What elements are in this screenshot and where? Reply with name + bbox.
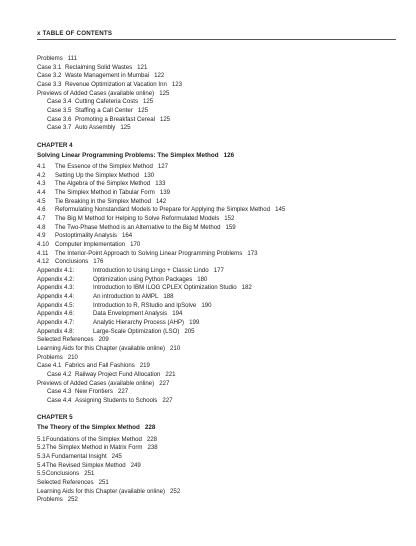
toc-entry-number: Appendix 4.4: [37,292,75,300]
toc-entry-page: 251 [98,478,109,486]
toc-entry-number: Case 3.2 [37,72,62,80]
toc-entry [37,163,392,172]
toc-entry-label: The Simplex Method in Tabular Form [55,189,155,197]
toc-entry-label: Assigning Students to Schools [75,396,158,404]
toc-entry-page: 194 [172,310,183,318]
toc-entry [37,198,392,207]
toc-entry-label: The Essence of the Simplex Method [55,163,153,171]
toc-entry [37,172,392,181]
toc-entry-number: Appendix 4.7: [37,318,75,326]
toc-entry [37,215,392,224]
toc-entry-number: 4.11 [37,249,49,257]
toc-entry-page: 209 [98,336,109,344]
toc-entry-page: 227 [162,396,173,404]
toc-entry [37,258,392,267]
toc-entry [37,250,392,259]
toc-entry [37,116,392,125]
toc-entry-number: 4.12 [37,258,49,266]
toc-entry-label: Postoptimality Analysis [55,232,117,240]
toc-entry [37,362,392,371]
toc-entry-number: Case 3.3 [37,80,62,88]
toc-entry [37,232,392,241]
toc-entry-number: Case 4.1 [37,362,62,370]
toc-entry-page: 182 [241,284,252,292]
toc-entry-number: 5.1 [37,435,46,443]
toc-entry-label: Optimization using Python Packages [93,275,193,283]
toc-entry [37,444,392,453]
toc-entry [37,354,392,363]
toc-entry-label: Problems [37,496,63,504]
toc-entry-number: Case 4.3 [47,388,72,396]
toc-entry-label: Previews of Added Cases (available online) [37,379,155,387]
toc-entry-number: 4.3 [37,180,46,188]
toc-entry-label: Computer Implementation [55,241,126,249]
toc-entry-page: 252 [170,487,181,495]
toc-entry-page: 145 [275,206,286,214]
toc-entry-label: Introduction to IBM ILOG CPLEX Optimization Studio [93,284,237,292]
toc-entry [37,267,392,276]
toc-entry [37,107,392,116]
toc-entry-page: 152 [224,215,235,223]
chapter-3-tail [37,55,392,133]
toc-entry [37,336,392,345]
toc-entry [37,328,392,337]
toc-entry-page: 251 [84,470,95,478]
toc-entry-label: Learning Aids for this Chapter (available online) [37,344,166,352]
toc-entry [37,72,392,81]
toc-entry-page: 123 [171,80,183,88]
toc-entry-label: Previews of Added Cases (available online) [37,89,155,97]
toc-entry-page: 173 [247,249,258,257]
toc-entry-label: Conclusions [46,470,80,478]
toc-entry [37,55,392,64]
toc-entry-page: 245 [111,453,122,460]
toc-entry-number: 4.7 [37,215,46,223]
toc-entry [37,397,392,406]
toc-entry-label: Cutting Cafeteria Costs [75,98,138,106]
toc-entry-label: Analytic Hierarchy Process (AHP) [93,318,185,326]
toc-entry-label: Selected References [37,336,94,344]
toc-entry-number: Appendix 4.6: [37,310,75,318]
running-head: x TABLE OF CONTENTS [37,30,113,37]
toc-entry-label: Introduction to Using Lingo + Classic Lindo [93,266,209,274]
toc-entry-label: Large-Scale Optimization (LSO) [93,327,180,335]
toc-entry-page: 125 [137,106,148,114]
toc-entry-page: 159 [225,223,236,231]
toc-entry [37,90,392,99]
toc-entry-number: Case 4.2 [47,370,72,378]
toc-entry-label: An introduction to AMPL [93,292,159,300]
toc-entry-label: The Two-Phase Method is an Alternative to the Big M Method [55,223,221,231]
toc-entry-number: 5.2 [37,444,46,452]
toc-entry-page: 177 [213,266,224,274]
toc-entry-page: 170 [130,241,141,249]
toc-entry-number: 4.9 [37,232,46,240]
toc-entry [37,224,392,233]
toc-entry-page: 210 [67,353,78,361]
toc-entry-page: 127 [157,163,169,171]
toc-entry-number: Case 3.6 [47,115,72,123]
toc-entry [37,388,392,397]
toc-entry-number: Appendix 4.8: [37,327,75,335]
toc-entry-label: Staffing a Call Center [75,106,133,114]
toc-entry [37,319,392,328]
toc-entry-number: Case 3.1 [37,63,62,71]
toc-entry-label: Data Envelopment Analysis [93,310,168,318]
toc-entry [37,241,392,250]
toc-entry [37,345,392,354]
toc-entry-label: Foundations of the Simplex Method [46,435,142,443]
toc-entry [37,380,392,389]
toc-entry-number: Appendix 4.1: [37,266,75,274]
toc-entry-page: 219 [139,362,150,370]
toc-entry [37,436,392,445]
toc-entry-page: 125 [120,124,131,132]
toc-entry-page: 228 [146,435,158,443]
toc-entry-page: 210 [170,344,181,352]
toc-entry [37,293,392,302]
toc-entry-number: Case 3.7 [47,124,72,132]
toc-entry-number: Case 3.4 [47,98,72,106]
toc-entry-number: 5.3 [37,453,46,460]
toc-entry-page: 111 [67,55,78,62]
toc-entry [37,64,392,73]
toc-entry-page: 139 [159,189,170,197]
toc-entry-label: Waste Management in Mumbai [65,72,150,80]
toc-entry-number: 5.5 [37,470,46,478]
toc-entry-label: Fabrics and Fall Fashions [65,362,135,370]
toc-entry-page: 125 [159,115,171,123]
toc-entry [37,276,392,285]
toc-entry-label: Revenue Optimization at Vacation Inn [65,80,167,88]
toc-entry [37,470,392,479]
toc-entry-page: 227 [159,379,170,387]
toc-entry-page: 180 [197,275,208,283]
toc-entry-page: 121 [137,63,148,71]
toc-entry-label: New Frontiers [75,388,113,396]
toc-entry-number: Case 3.5 [47,106,72,114]
toc-entry-number: 5.4 [37,461,46,469]
toc-entry-number: 4.5 [37,197,46,205]
chapter-4-entries [37,163,392,405]
toc-entry-page: 133 [155,180,166,188]
toc-entry-number: Appendix 4.2: [37,275,75,283]
toc-entry [37,453,392,462]
toc-entry-page: 227 [117,388,129,396]
toc-entry-page: 252 [67,496,78,504]
toc-entry [37,302,392,311]
toc-entry [37,310,392,319]
toc-entry-number: 4.8 [37,223,46,231]
chapter-5-entries [37,436,392,505]
toc-entry [37,479,392,488]
toc-entry-page: 249 [130,461,141,469]
toc-entry-page: 199 [189,318,200,326]
toc-entry-label: Auto Assembly [75,124,116,132]
toc-entry-page: 125 [159,89,170,97]
toc-entry [37,81,392,90]
toc-entry [37,488,392,497]
toc-entry-label: Introduction to R, RStudio and lpSolve [93,301,197,309]
toc-entry-label: Promoting a Breakfast Cereal [75,115,155,123]
toc-entry-label: The Algebra of the Simplex Method [55,180,151,188]
toc-entry-label: Problems [37,353,63,361]
toc-entry [37,180,392,189]
toc-entry [37,98,392,107]
toc-entry-number: Appendix 4.3: [37,284,75,292]
toc-entry [37,462,392,471]
toc-entry-number: Case 4.4 [47,396,72,404]
chapter-4-title: Solving Linear Programming Problems: The Simplex Method 126 [37,151,235,159]
toc-entry-label: The Simplex Method in Matrix Form [46,444,143,452]
toc-entry-page: 142 [155,197,167,205]
toc-entry-page: 125 [143,98,154,106]
toc-entry-number: 4.2 [37,171,46,179]
toc-entry-page: 205 [184,327,195,335]
toc-entry-page: 122 [154,72,165,80]
toc-entry [37,206,392,215]
toc-entry-page: 221 [165,370,176,378]
toc-entry-number: 4.6 [37,206,46,214]
toc-entry [37,496,392,505]
toc-entry-label: The Revised Simplex Method [46,461,126,469]
toc-entry-label: Tie Breaking in the Simplex Method [55,197,151,205]
toc-entry-label: Conclusions [55,258,89,266]
toc-entry-label: Problems [37,55,63,62]
toc-entry-label: Selected References [37,478,94,486]
toc-entry-label: Reformulating Nonstandard Models to Prepare for Applying the Simplex Method [55,206,271,214]
toc-entry [37,284,392,293]
toc-entry-label: The Interior-Point Approach to Solving Linear Programming Problems [55,249,243,257]
toc-entry-page: 130 [144,171,155,179]
toc-entry-page: 188 [163,292,174,300]
toc-entry-label: The Big M Method for Helping to Solve Reformulated Models [55,215,220,223]
toc-entry-number: 4.4 [37,189,46,197]
toc-entry-label: Learning Aids for this Chapter (available online) [37,487,166,495]
toc-entry-label: Setting Up the Simplex Method [55,171,140,179]
toc-entry-page: 164 [121,232,133,240]
toc-entry-number: 4.1 [37,163,46,171]
chapter-4-heading: CHAPTER 4 [37,141,73,149]
toc-entry-page: 190 [201,301,212,309]
toc-entry-page: 238 [147,444,158,452]
toc-entry-number: Appendix 4.5: [37,301,75,309]
header-rule [37,39,396,40]
toc-entry-label: A Fundamental Insight [46,453,107,460]
toc-entry [37,189,392,198]
toc-entry-label: Railway Project Fund Allocation [75,370,161,378]
toc-entry-number: 4.10 [37,241,49,249]
toc-entry [37,371,392,380]
toc-entry [37,124,392,133]
toc-entry-label: Reclaiming Solid Wastes [65,63,133,71]
chapter-5-title: The Theory of the Simplex Method 228 [37,424,156,432]
chapter-5-heading: CHAPTER 5 [37,414,73,422]
toc-entry-page: 176 [93,258,104,266]
